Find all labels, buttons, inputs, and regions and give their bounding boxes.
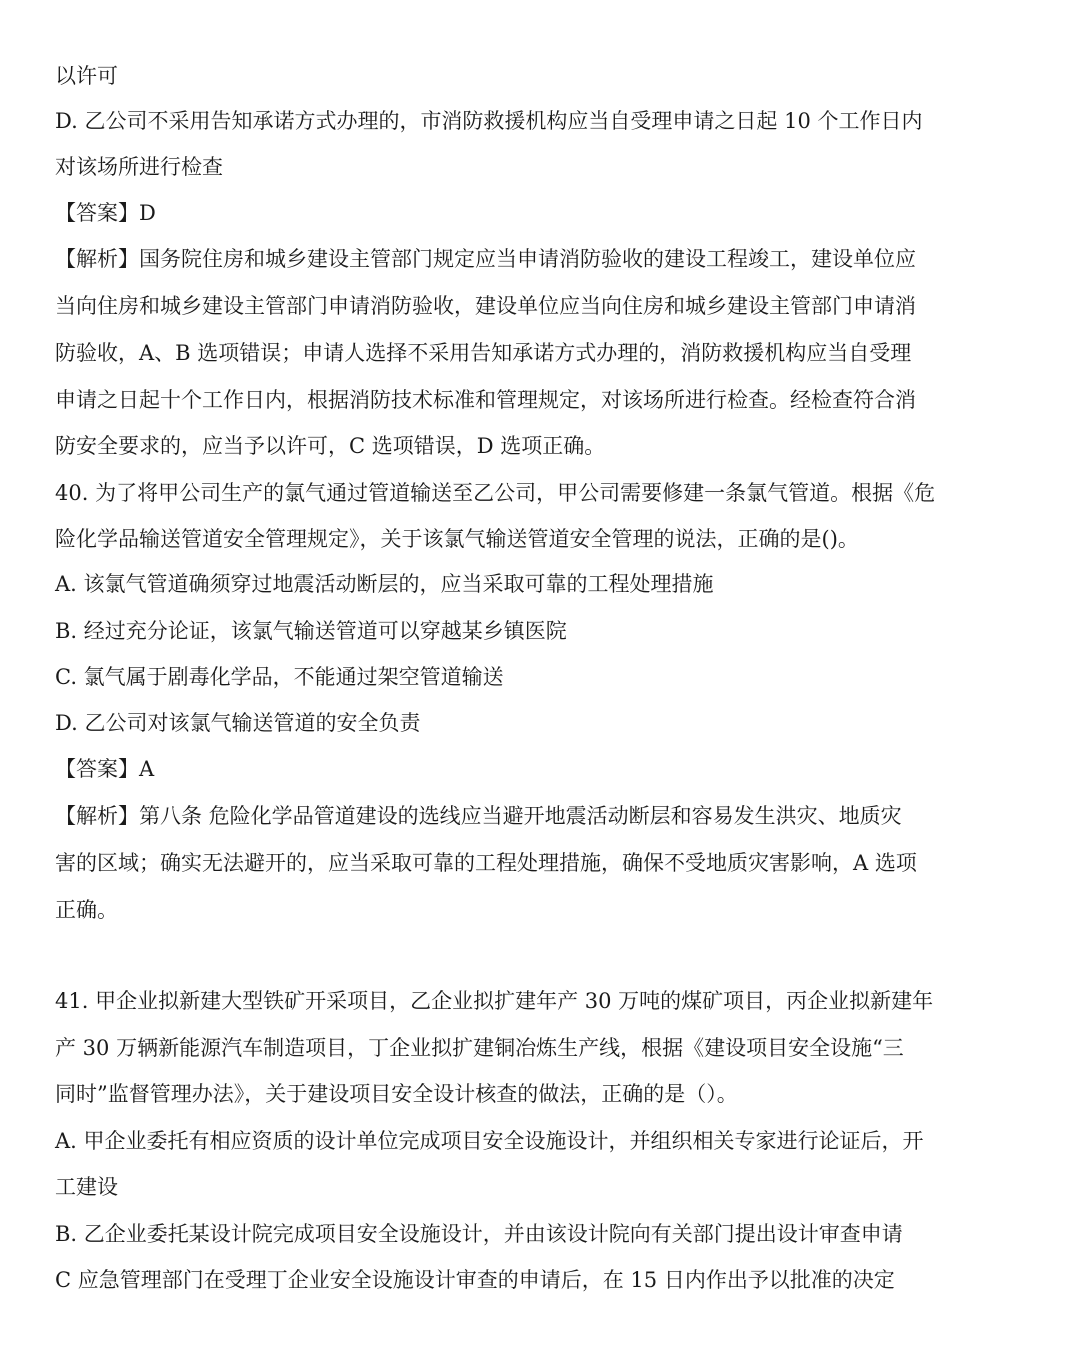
option-40-a: A. 该氯气管道确须穿过地震活动断层的，应当采取可靠的工程处理措施 xyxy=(55,572,714,596)
question-41-line-2: 产 30 万辆新能源汽车制造项目，丁企业拟扩建铜冶炼生产线，根据《建设项目安全设施“三 xyxy=(55,1036,904,1060)
analysis-40-line-3: 正确。 xyxy=(55,898,118,922)
analysis-39-line-4: 申请之日起十个工作日内，根据消防技术标准和管理规定，对该场所进行检查。经检查符合消 xyxy=(55,388,916,412)
analysis-39-line-1: 【解析】国务院住房和城乡建设主管部门规定应当申请消防验收的建设工程竣工，建设单位应 xyxy=(55,247,916,271)
option-40-d: D. 乙公司对该氯气输送管道的安全负责 xyxy=(55,711,421,735)
answer-label-39: 【答案】D xyxy=(55,201,156,225)
option-41-a-line-1: A. 甲企业委托有相应资质的设计单位完成项目安全设施设计，并组织相关专家进行论证后，开 xyxy=(55,1129,924,1153)
option-41-c: C 应急管理部门在受理丁企业安全设施设计审查的申请后，在 15 日内作出予以批准的决定 xyxy=(55,1268,895,1292)
analysis-40-line-1: 【解析】第八条 危险化学品管道建设的选线应当避开地震活动断层和容易发生洪灾、地质灾 xyxy=(55,804,902,828)
question-40-line-2: 险化学品输送管道安全管理规定》，关于该氯气输送管道安全管理的说法，正确的是()。 xyxy=(55,527,859,551)
question-40-line-1: 40. 为了将甲公司生产的氯气通过管道输送至乙公司，甲公司需要修建一条氯气管道。根据《危 xyxy=(55,481,936,505)
analysis-39-line-2: 当向住房和城乡建设主管部门申请消防验收，建设单位应当向住房和城乡建设主管部门申请消 xyxy=(55,294,916,318)
analysis-39-line-3: 防验收，A、B 选项错误；申请人选择不采用告知承诺方式办理的，消防救援机构应当自受理 xyxy=(55,341,912,365)
question-41-line-3: 同时”监督管理办法》，关于建设项目安全设计核查的做法，正确的是（）。 xyxy=(55,1082,738,1106)
text-line-3: 对该场所进行检查 xyxy=(55,155,223,179)
question-41-line-1: 41. 甲企业拟新建大型铁矿开采项目，乙企业拟扩建年产 30 万吨的煤矿项目，丙企业拟新建年 xyxy=(55,989,934,1013)
answer-label-40: 【答案】A xyxy=(55,757,155,781)
option-40-c: C. 氯气属于剧毒化学品，不能通过架空管道输送 xyxy=(55,665,504,689)
option-41-b: B. 乙企业委托某设计院完成项目安全设施设计，并由该设计院向有关部门提出设计审查申请 xyxy=(55,1222,903,1246)
text-line-2: D. 乙公司不采用告知承诺方式办理的，市消防救援机构应当自受理申请之日起 10 个工作日内 xyxy=(55,109,923,133)
text-line-1: 以许可 xyxy=(55,64,118,88)
option-40-b: B. 经过充分论证，该氯气输送管道可以穿越某乡镇医院 xyxy=(55,619,567,643)
option-41-a-line-2: 工建设 xyxy=(55,1175,118,1199)
analysis-40-line-2: 害的区域；确实无法避开的，应当采取可靠的工程处理措施，确保不受地质灾害影响，A 选项 xyxy=(55,851,917,875)
analysis-39-line-5: 防安全要求的，应当予以许可，C 选项错误，D 选项正确。 xyxy=(55,434,606,458)
